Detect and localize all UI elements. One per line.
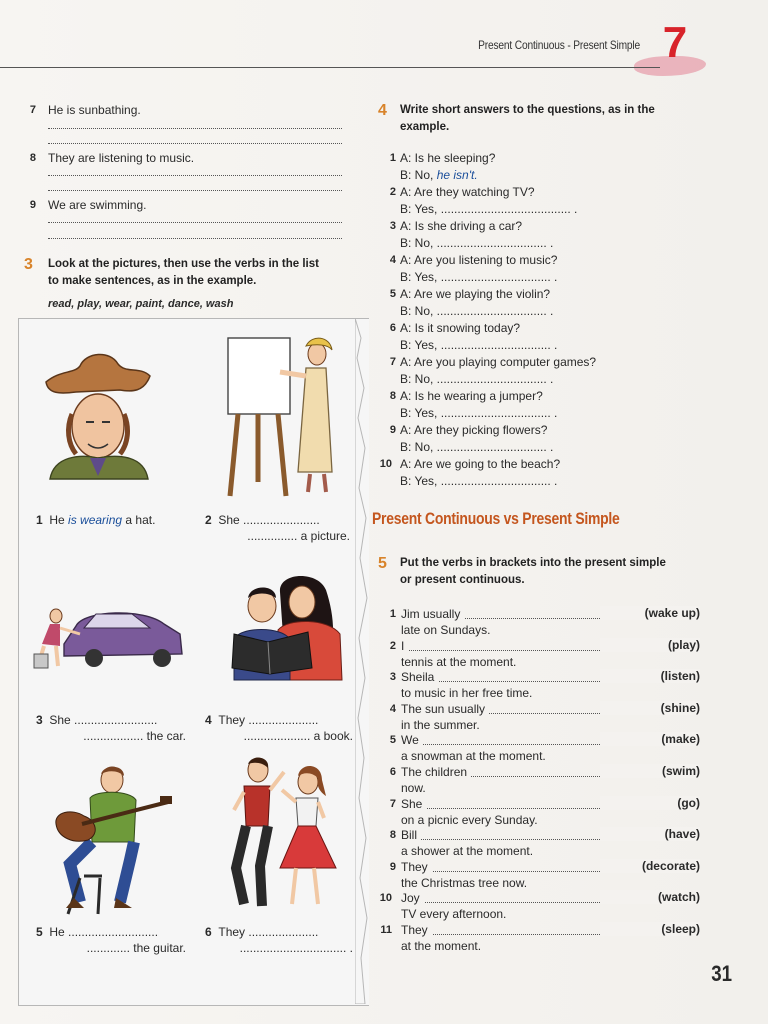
answer-line[interactable]: [48, 238, 342, 239]
sentence-start: She: [401, 796, 426, 812]
item-number: 4: [389, 254, 396, 266]
verb-in-brackets: (watch): [600, 890, 700, 904]
exercise-number: 4: [378, 102, 387, 119]
item-number: 2: [389, 639, 396, 652]
item-number: 1: [389, 152, 396, 164]
cowboy-hat-man-picture: [40, 344, 155, 484]
question-line: A: Are you listening to music?: [400, 253, 558, 267]
item-number: 6: [389, 766, 396, 778]
verb-in-brackets: (decorate): [600, 859, 700, 873]
sentence: They are listening to music.: [48, 151, 195, 165]
item-number: 9: [29, 199, 36, 211]
verb-in-brackets: (listen): [600, 669, 700, 683]
item-number: 8: [389, 390, 396, 402]
answer-line[interactable]: [48, 143, 342, 144]
answer-line[interactable]: B: Yes, ................................. .: [400, 474, 558, 488]
sentence-start: Jim usually: [401, 606, 464, 622]
exercise-number: 5: [378, 555, 387, 572]
verb-in-brackets: (go): [600, 796, 700, 810]
answer-line[interactable]: B: Yes, ................................. .: [400, 270, 558, 284]
item-number: 5: [389, 288, 396, 300]
question-line: A: Are we playing the violin?: [400, 287, 551, 301]
question-line: A: Are they watching TV?: [400, 185, 535, 199]
verb-in-brackets: (have): [600, 827, 700, 841]
item-number: 7: [389, 797, 396, 810]
sentence: We are swimming.: [48, 198, 147, 212]
sentence-end: tennis at the moment.: [401, 654, 517, 669]
section-title: Present Continuous vs Present Simple: [372, 509, 620, 528]
exercise-instruction: Put the verbs in brackets into the present simple or present continuous.: [400, 557, 666, 586]
item-number: 8: [29, 152, 36, 164]
sentence-start: I: [401, 638, 408, 654]
question-line: A: Are they picking flowers?: [400, 423, 548, 437]
item-number: 3: [389, 671, 396, 684]
item-number: 7: [29, 104, 36, 116]
sentence-start: Bill: [401, 827, 421, 843]
item-number: 2: [389, 186, 396, 198]
answer-line[interactable]: B: No, ................................. .: [400, 440, 554, 454]
verb-in-brackets: (shine): [600, 701, 700, 715]
unit-number: 7: [662, 18, 688, 67]
question-line: A: Are we going to the beach?: [400, 457, 561, 471]
picture-caption-3[interactable]: 3 She ......................... .................. the car.: [36, 713, 186, 743]
sentence-end: to music in her free time.: [401, 686, 533, 701]
answer-line[interactable]: B: Yes, ................................. .: [400, 338, 558, 352]
torn-edge: [355, 318, 371, 1004]
boy-and-woman-reading-picture: [218, 570, 348, 685]
item-number: 11: [380, 924, 392, 936]
sentence-end: a shower at the moment.: [401, 844, 534, 859]
picture-caption-1: 1 He is wearing a hat.: [36, 513, 156, 527]
item-number: 1: [389, 608, 396, 620]
sentence: He is sunbathing.: [48, 103, 141, 117]
item-number: 9: [389, 860, 396, 873]
sentence-start: The sun usually: [401, 701, 489, 717]
picture-caption-4[interactable]: 4 They ..................... .................... a book.: [205, 713, 353, 743]
sentence-end: in the summer.: [401, 717, 480, 732]
sentence-start: They: [401, 922, 432, 938]
item-number: 7: [389, 356, 396, 368]
sentence-end: now.: [401, 781, 426, 795]
sentence-start: Joy: [401, 890, 424, 906]
question-line: A: Are you playing computer games?: [400, 355, 597, 369]
exercise-instruction: Write short answers to the questions, as in the example.: [400, 104, 655, 133]
sentence-start: Sheila: [401, 669, 438, 685]
picture-caption-5[interactable]: 5 He ........................... ............. the guitar.: [36, 925, 186, 955]
verb-in-brackets: (swim): [600, 764, 700, 778]
answer-line[interactable]: [48, 128, 342, 129]
verb-in-brackets: (sleep): [600, 922, 700, 936]
answer-line[interactable]: B: No, ................................. .: [400, 236, 554, 250]
woman-washing-car-picture: [24, 600, 189, 675]
sentence-end: at the moment.: [401, 939, 482, 953]
answer-line[interactable]: B: Yes, ................................. .: [400, 406, 558, 420]
sentence-end: the Christmas tree now.: [401, 875, 528, 890]
picture-caption-2[interactable]: 2 She ....................... ............... a picture.: [205, 513, 350, 543]
sentence-start: We: [401, 732, 423, 748]
question-line: A: Is she driving a car?: [400, 219, 523, 233]
question-line: A: Is he sleeping?: [400, 151, 496, 165]
answer-line[interactable]: [48, 222, 342, 223]
item-number: 3: [389, 220, 396, 232]
sentence-end: on a picnic every Sunday.: [401, 812, 538, 827]
answer-line[interactable]: B: Yes, ....................................... .: [400, 202, 578, 216]
question-line: A: Is he wearing a jumper?: [400, 389, 543, 403]
item-number: 6: [389, 322, 396, 334]
running-title: Present Continuous - Present Simple: [478, 38, 640, 52]
item-number: 4: [389, 702, 396, 715]
sentence-end: a snowman at the moment.: [401, 749, 546, 764]
answer-line[interactable]: [48, 190, 342, 191]
sentence-start: The children: [401, 764, 471, 780]
item-number: 8: [389, 829, 396, 842]
verb-in-brackets: (play): [600, 638, 700, 652]
answer-line[interactable]: B: No, ................................. .: [400, 372, 554, 386]
answer-line[interactable]: B: No, he isn't.: [400, 168, 478, 182]
couple-dancing-picture: [222, 756, 342, 911]
item-number: 10: [379, 892, 392, 905]
header-rule: [0, 67, 660, 68]
woman-painting-easel-picture: [220, 332, 350, 502]
sentence-start: They: [401, 859, 432, 875]
verb-in-brackets: (wake up): [600, 606, 700, 620]
answer-line[interactable]: [48, 175, 342, 176]
exercise-instruction: Look at the pictures, then use the verbs in the list to make sentences, as in the example.: [48, 258, 319, 287]
verb-list: read, play, wear, paint, dance, wash: [48, 298, 234, 310]
sentence-end: late on Sundays.: [401, 623, 491, 637]
man-playing-guitar-picture: [50, 764, 175, 919]
item-number: 10: [379, 458, 392, 470]
item-number: 5: [389, 734, 396, 747]
item-number: 9: [389, 424, 396, 436]
verb-in-brackets: (make): [600, 732, 700, 746]
page-number: 31: [711, 961, 732, 986]
exercise-number: 3: [24, 256, 33, 273]
question-line: A: Is it snowing today?: [400, 321, 521, 335]
picture-caption-6[interactable]: 6 They ..................... ................................ .: [205, 925, 353, 955]
sentence-end: TV every afternoon.: [401, 907, 507, 922]
answer-line[interactable]: B: No, ................................. .: [400, 304, 554, 318]
